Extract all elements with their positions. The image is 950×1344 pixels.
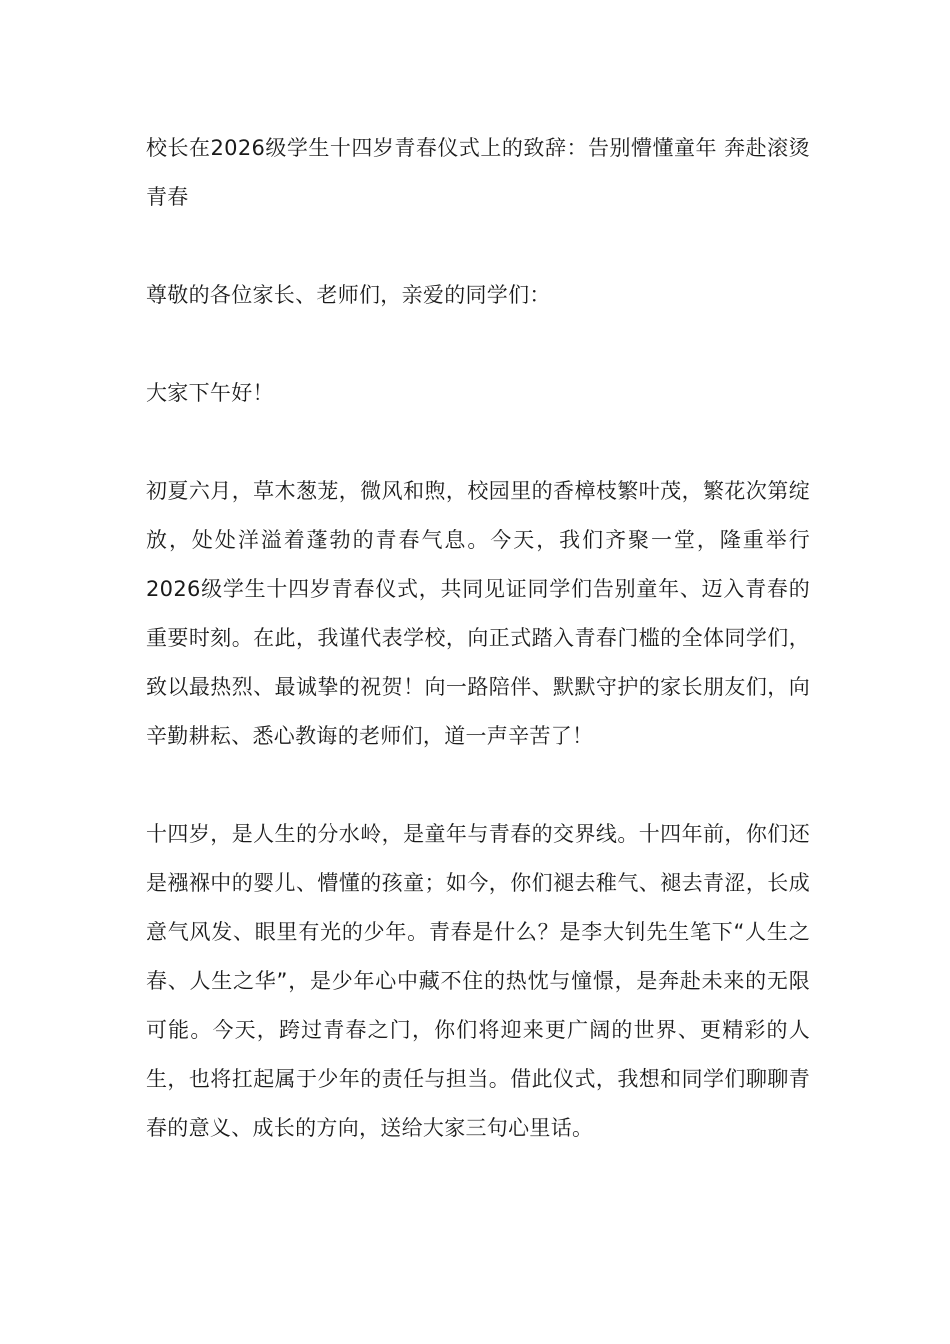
salutation: 尊敬的各位家长、老师们，亲爱的同学们： — [146, 283, 551, 307]
document-title: 校长在2026级学生十四岁青春仪式上的致辞：告别懵懂童年 奔赴滚烫青春 — [146, 136, 810, 209]
greeting: 大家下午好！ — [146, 381, 274, 405]
paragraph: 十四岁，是人生的分水岭，是童年与青春的交界线。十四年前，你们还是襁褓中的婴儿、懵懂的孩童；如今，你们褪去稚气、褪去青涩，长成意气风发、眼里有光的少年。青春是什么？是李大钊先生笔下“人生之春、人生之华”，是少年心中藏不住的热忱与憧憬，是奔赴未来的无限可能。今天，跨过青春之门，你们将迎来更广阔的世界、更精彩的人生，也将扛起属于少年的责任与担当。借此仪式，我想和同学们聊聊青春的意义、成长的方向，送给大家三句心里话。 — [146, 822, 810, 1140]
paragraph: 初夏六月，草木葱茏，微风和煦，校园里的香樟枝繁叶茂，繁花次第绽放，处处洋溢着蓬勃的青春气息。今天，我们齐聚一堂，隆重举行2026级学生十四岁青春仪式，共同见证同学们告别童年、迈入青春的重要时刻。在此，我谨代表学校，向正式踏入青春门槛的全体同学们，致以最热烈、最诚挚的祝贺！向一路陪伴、默默守护的家长朋友们，向辛勤耕耘、悉心教诲的老师们，道一声辛苦了！ — [146, 479, 810, 748]
document-body — [146, 124, 810, 1153]
